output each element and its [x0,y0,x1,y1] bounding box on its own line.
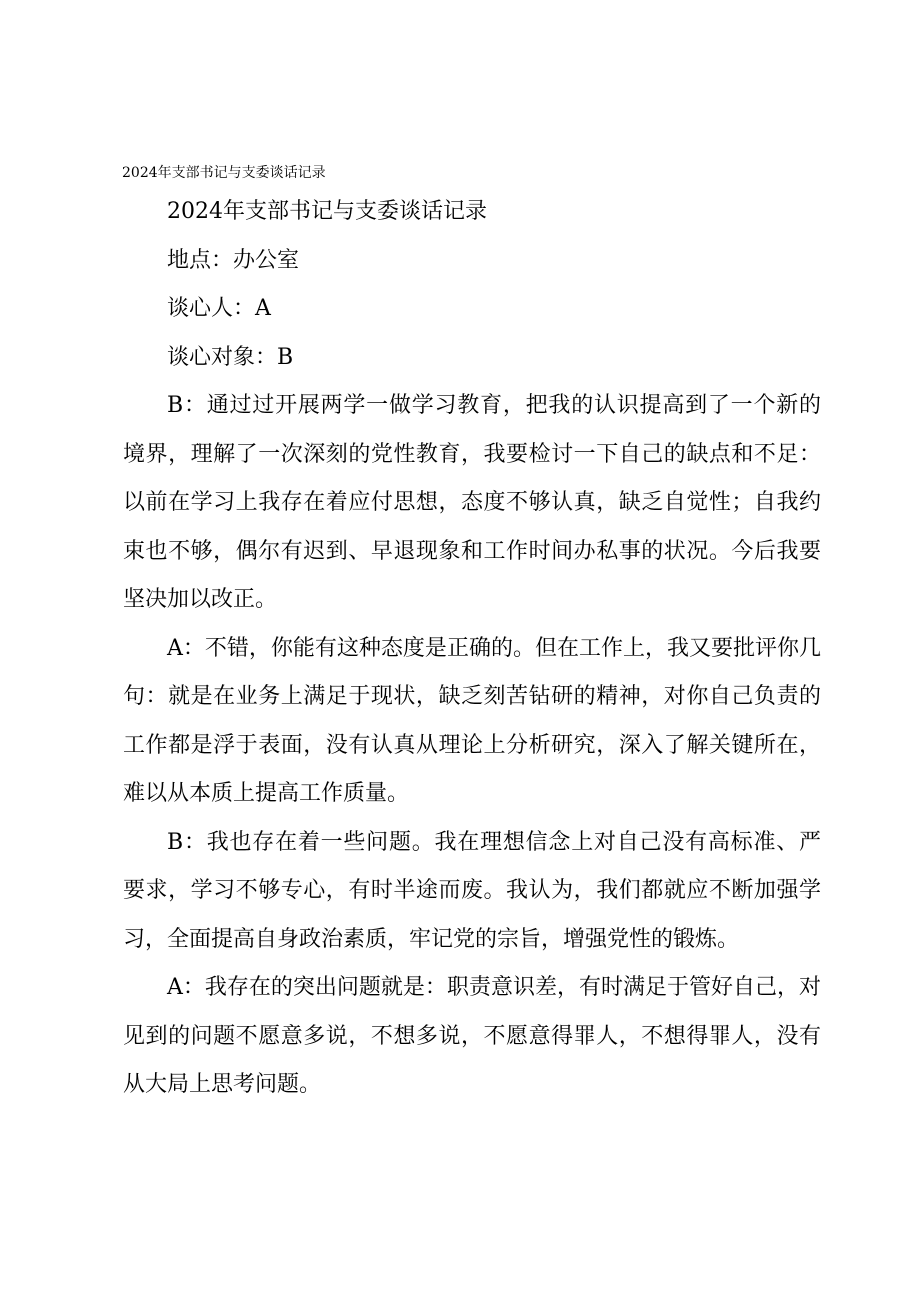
page-header: 2024年支部书记与支委谈话记录 [122,165,326,181]
meeting-location: 地点：办公室 [167,247,300,273]
dialogue-paragraph: B：通过过开展两学一做学习教育，把我的认识提高到了一个新的境界，理解了一次深刻的党性教育，我要检讨一下自己的缺点和不足：以前在学习上我存在着应付思想，态度不够认真，缺乏自觉性；自我约束也不够，偶尔有迟到、早退现象和工作时间办私事的状况。今后我要坚决加以改正。 [123,393,821,612]
meeting-listener: 谈心对象：B [167,344,294,370]
meeting-speaker: 谈心人：A [167,296,271,321]
document-body [123,188,821,1110]
document-title: 2024年支部书记与支委谈话记录 [167,199,487,224]
dialogue-paragraph: A：我存在的突出问题就是：职责意识差，有时满足于管好自己，对见到的问题不愿意多说，不想多说，不愿意得罪人，不想得罪人，没有从大局上思考问题。 [123,975,821,1097]
dialogue-paragraph: A：不错，你能有这种态度是正确的。但在工作上，我又要批评你几句：就是在业务上满足于现状，缺乏刻苦钻研的精神，对你自己负责的工作都是浮于表面，没有认真从理论上分析研究，深入了解关键所在，难以从本质上提高工作质量。 [123,635,821,806]
dialogue-paragraph: B：我也存在着一些问题。我在理想信念上对自己没有高标准、严要求，学习不够专心，有时半途而废。我认为，我们都就应不断加强学习，全面提高自身政治素质，牢记党的宗旨，增强党性的锻炼。 [123,829,821,952]
